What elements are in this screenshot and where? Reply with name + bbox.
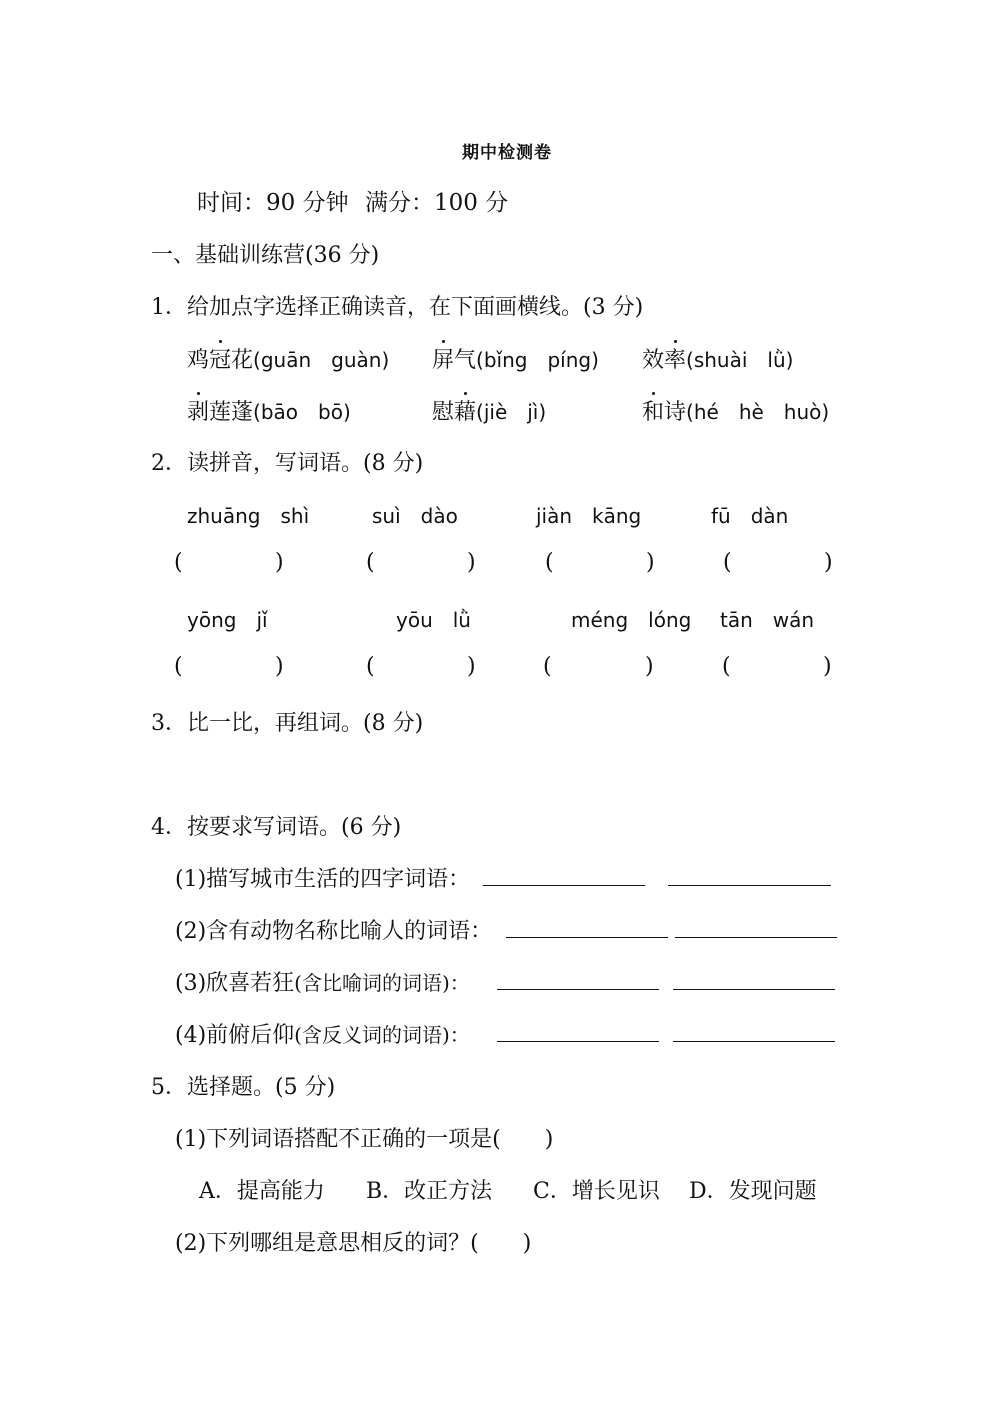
answer-close-bracket: ) [275, 550, 284, 575]
task-label: (2)含有动物名称比喻人的词语： [175, 919, 493, 944]
pinyin-prompt: fū dàn [711, 504, 789, 528]
choice-option-c[interactable]: C．增长见识 [533, 1179, 660, 1204]
answer-blank[interactable] [497, 989, 659, 990]
choice-option-a[interactable]: A．提高能力 [199, 1179, 325, 1204]
item-post: 花 [231, 348, 254, 373]
answer-blank[interactable] [675, 937, 837, 938]
dotted-character: 屏 [432, 343, 454, 374]
question-1-prompt: 1．给加点字选择正确读音，在下面画横线。(3 分) [151, 295, 644, 320]
sub-question-1: (1)下列词语搭配不正确的一项是( ) [175, 1127, 554, 1152]
answer-open-bracket: ( [174, 550, 183, 575]
answer-close-bracket: ) [467, 654, 476, 679]
word-task [175, 1018, 470, 1049]
dotted-character: 冠 [209, 343, 231, 374]
answer-close-bracket: ) [645, 654, 654, 679]
dotted-character: 剥 [187, 395, 209, 426]
pinyin-prompt: yōng jǐ [187, 608, 268, 632]
item-post: 气 [454, 348, 477, 373]
section-heading: 一、基础训练营(36 分) [151, 243, 380, 268]
answer-blank[interactable] [497, 1041, 659, 1042]
task-label: (3)欣喜若狂 [175, 971, 295, 996]
pronunciation-item [432, 395, 546, 426]
answer-blank[interactable] [673, 1041, 835, 1042]
word-task [175, 862, 470, 893]
pronunciation-item [432, 343, 599, 374]
answer-open-bracket: ( [543, 654, 552, 679]
pronunciation-item [642, 343, 793, 374]
answer-close-bracket: ) [823, 654, 832, 679]
word-task [175, 914, 492, 945]
answer-close-bracket: ) [275, 654, 284, 679]
answer-open-bracket: ( [722, 654, 731, 679]
reading-options: (hé hè huò) [686, 400, 830, 424]
item-post: 莲蓬 [209, 400, 254, 425]
reading-options: (bǐng píng) [476, 348, 599, 372]
dotted-character: 率 [664, 343, 686, 374]
page-title: 期中检测卷 [462, 143, 552, 163]
item-pre: 效 [642, 348, 665, 373]
time-info: 时间：90 分钟 [197, 190, 349, 216]
item-pre: 鸡 [187, 348, 210, 373]
answer-close-bracket: ) [467, 550, 476, 575]
choice-option-b[interactable]: B．改正方法 [366, 1179, 493, 1204]
pinyin-prompt: jiàn kāng [536, 504, 642, 528]
answer-close-bracket: ) [646, 550, 655, 575]
word-task [175, 966, 470, 997]
answer-open-bracket: ( [174, 654, 183, 679]
score-info: 满分：100 分 [365, 190, 509, 216]
reading-options: (jiè jì) [476, 400, 547, 424]
answer-close-bracket: ) [824, 550, 833, 575]
pronunciation-item [187, 395, 351, 426]
reading-options: (guān guàn) [253, 348, 390, 372]
reading-options: (shuài lǜ) [686, 348, 794, 372]
pronunciation-item [642, 395, 829, 426]
answer-open-bracket: ( [366, 550, 375, 575]
pinyin-prompt: tān wán [720, 608, 815, 632]
answer-open-bracket: ( [723, 550, 732, 575]
answer-blank[interactable] [483, 885, 645, 886]
pinyin-prompt: yōu lǜ [396, 608, 471, 632]
dotted-character: 藉 [454, 395, 476, 426]
item-post: 诗 [664, 400, 687, 425]
answer-blank[interactable] [673, 989, 835, 990]
task-label: (1)描写城市生活的四字词语： [175, 867, 471, 892]
answer-blank[interactable] [506, 937, 668, 938]
answer-open-bracket: ( [545, 550, 554, 575]
answer-blank[interactable] [668, 885, 831, 886]
pinyin-prompt: suì dào [372, 504, 458, 528]
item-pre: 慰 [432, 400, 455, 425]
task-note: (含比喻词的词语)： [294, 971, 470, 995]
sub-question-2: (2)下列哪组是意思相反的词？( ) [175, 1231, 532, 1256]
dotted-character: 和 [642, 395, 664, 426]
reading-options: (bāo bō) [253, 400, 351, 424]
question-2-prompt: 2．读拼音，写词语。(8 分) [151, 451, 424, 476]
task-label: (4)前俯后仰 [175, 1023, 295, 1048]
pinyin-prompt: zhuāng shì [187, 504, 310, 528]
choice-option-d[interactable]: D．发现问题 [689, 1179, 817, 1204]
pinyin-prompt: méng lóng [571, 608, 692, 632]
pronunciation-item [187, 343, 389, 374]
question-5-prompt: 5．选择题。(5 分) [151, 1075, 336, 1100]
question-4-prompt: 4．按要求写词语。(6 分) [151, 815, 402, 840]
answer-open-bracket: ( [366, 654, 375, 679]
question-3-prompt: 3．比一比，再组词。(8 分) [151, 711, 424, 736]
task-note: (含反义词的词语)： [294, 1023, 470, 1047]
